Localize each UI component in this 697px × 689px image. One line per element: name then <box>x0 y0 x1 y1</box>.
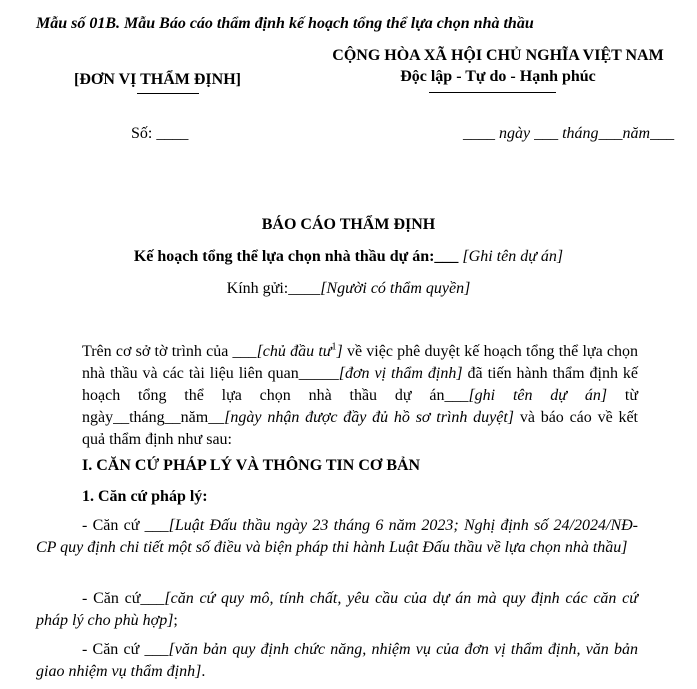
country-name: CỘNG HÒA XÃ HỘI CHỦ NGHĨA VIỆT NAM <box>332 47 664 64</box>
motto: Độc lập - Tự do - Hạnh phúc <box>400 68 596 85</box>
intro-text-1: Trên cơ sở tờ trình của ___ <box>82 343 257 360</box>
item-2-tail: ; <box>173 612 178 629</box>
item-1-lead: - Căn cứ ___ <box>82 517 169 534</box>
item-3-text: [văn bản quy định chức năng, nhiệm vụ của đơn vị thẩm định, văn bản giao nhiệm vụ thẩm định] <box>36 641 639 680</box>
recipient-placeholder: [Người có thẩm quyền] <box>320 280 471 297</box>
intro-text-5: và báo cáo về kết quả thẩm định như sau: <box>82 409 638 448</box>
recipient-line <box>0 280 697 298</box>
unit-underline <box>137 93 199 94</box>
appraisal-unit: [ĐƠN VỊ THẨM ĐỊNH] <box>74 71 241 88</box>
intro-bracket: ] <box>336 343 343 360</box>
item-1-text: [Luật Đấu thầu ngày 23 tháng 6 năm 2023; Nghị định số 24/2024/NĐ-CP quy định chi tiết một số điều và biện pháp thi hành Luật Đấu thầu về lựa chọn nhà thầu] <box>36 517 639 556</box>
item-3-tail: . <box>201 663 206 680</box>
item-3-lead: - Căn cứ ___ <box>82 641 169 658</box>
legal-basis-item-2 <box>36 588 638 632</box>
report-title: BÁO CÁO THẨM ĐỊNH <box>261 216 436 233</box>
intro-text-3: đã tiến hành thẩm định kế hoạch tổng thể lựa chọn nhà thầu dự án___ <box>82 365 639 404</box>
subtitle-label: Kế hoạch tổng thể lựa chọn nhà thầu dự án:___ <box>133 248 459 265</box>
intro-placeholder-project: [ghi tên dự án] <box>468 387 608 404</box>
legal-basis-item-1 <box>36 515 638 559</box>
intro-text-2: về việc phê duyệt kế hoạch tổng thể lựa chọn nhà thầu và các tài liệu liên quan_____ <box>82 343 639 382</box>
item-2-text: [căn cứ quy mô, tính chất, yêu cầu của dự án mà quy định các căn cứ pháp lý cho phù hợp] <box>36 590 638 629</box>
subtitle-placeholder: [Ghi tên dự án] <box>462 248 564 265</box>
recipient-label: Kính gửi:____ <box>226 280 321 297</box>
intro-text-4: từ ngày__tháng__năm__ <box>82 387 639 426</box>
intro-placeholder-investor: [chủ đầu tư <box>256 343 332 360</box>
intro-placeholder-unit: [đơn vị thẩm định] <box>338 365 463 382</box>
motto-underline <box>429 92 556 93</box>
intro-paragraph <box>82 341 638 451</box>
section-heading-1-1: 1. Căn cứ pháp lý: <box>82 488 208 505</box>
item-2-lead: - Căn cứ___ <box>82 590 165 607</box>
intro-placeholder-date: [ngày nhận được đầy đủ hồ sơ trình duyệt] <box>224 409 515 426</box>
report-subtitle <box>0 248 697 266</box>
form-title: Mẫu số 01B. Mẫu Báo cáo thẩm định kế hoạch tổng thể lựa chọn nhà thầu <box>36 15 534 32</box>
document-date: ____ ngày ___ tháng___năm___ <box>463 125 675 142</box>
legal-basis-item-3 <box>36 639 638 683</box>
document-number: Số: ____ <box>131 125 189 142</box>
footnote-ref: 1 <box>331 341 337 353</box>
section-heading-1: I. CĂN CỨ PHÁP LÝ VÀ THÔNG TIN CƠ BẢN <box>82 457 421 474</box>
